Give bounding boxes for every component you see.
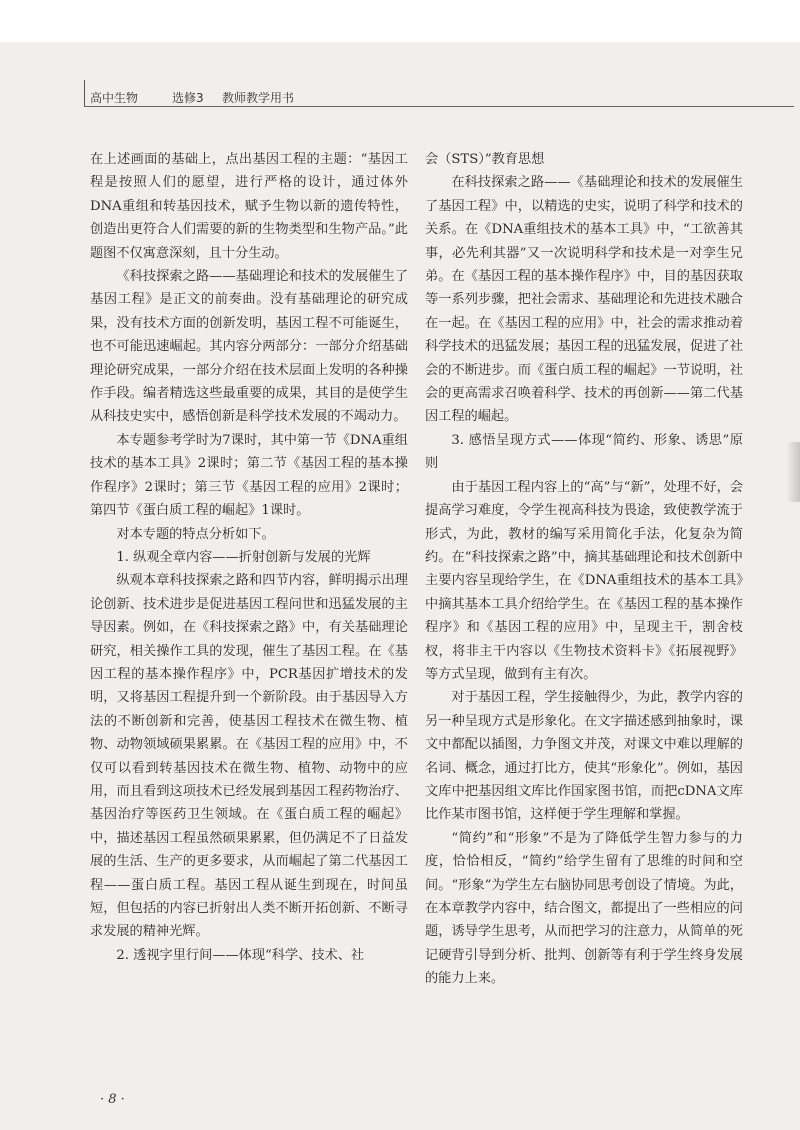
paragraph: 对本专题的特点分析如下。	[116, 526, 275, 542]
paragraph: 会（STS）”教育思想	[425, 152, 545, 167]
right-column	[425, 148, 743, 991]
header-volume: 选修3	[172, 91, 204, 105]
paragraph: 在上述画面的基础上，点出基因工程的主题：“基因工程是按照人们的愿望，进行严格的设计，通过体外DNA重组和转基因技术，赋予生物以新的遗传特性，创造出更符合人们需要的新的生物类型和生物产品。”此题图不仅寓意深刻，且十分生动。	[90, 152, 408, 261]
paragraph: 纵观本章科技探索之路和四节内容，鲜明揭示出理论创新、技术进步是促进基因工程问世和迅猛发展的主导因素。例如，在《科技探索之路》中，有关基础理论研究，相关操作工具的发现，催生了基因工程。在《基因工程的基本操作程序》中，PCR基因扩增技术的发明，又将基因工程提升到一个新阶段。由于基因导入方法的不断创新和完善，使基因工程技术在微生物、植物、动物领域硕果累累。在《基因工程的应用》中，不仅可以看到转基因技术在微生物、植物、动物中的应用，而且看到这项技术已经发展到基因工程药物治疗、基因治疗等医药卫生领域。在《蛋白质工程的崛起》中，描述基因工程虽然硕果累累，但仍满足不了日益发展的生活、生产的更多要求，从而崛起了第二代基因工程——蛋白质工程。基因工程从诞生到现在，时间虽短，但包括的内容已折射出人类不断开拓创新、不断寻求发展的精神光辉。	[90, 573, 408, 940]
header-vertical-rule	[84, 80, 85, 106]
page-number: · 8 ·	[100, 1092, 125, 1107]
document-page	[0, 42, 800, 1130]
paragraph: 2. 透视字里行间——体现“科学、技术、社	[116, 947, 365, 963]
paragraph: 3. 感悟呈现方式——体现“简约、形象、诱思”原则	[425, 432, 743, 472]
paragraph: “简约”和“形象”不是为了降低学生智力参与的力度，恰恰相反，“简约”给学生留有了思维的时间和空间。“形象”为学生左右脑协同思考创设了情境。为此，在本章教学内容中，结合图文，都提出了一些相应的问题，诱导学生思考，从而把学习的注意力，从简单的死记硬背引导到分析、批判、创新等有利于学生终身发展的能力上来。	[425, 830, 743, 987]
paragraph: 由于基因工程内容上的“高”与“新”，处理不好，会提高学习难度，令学生视高科技为畏途，致使教学流于形式，为此，教材的编写采用简化手法，化复杂为简约。在“科技探索之路”中，摘其基础理论和技术创新中主要内容呈现给学生，在《DNA重组技术的基本工具》中摘其基本工具介绍给学生。在《基因工程的基本操作程序》和《基因工程的应用》中，呈现主干，割舍枝杈，将非主干内容以《生物技术资料卡》《拓展视野》等方式呈现，做到有主有次。	[425, 479, 743, 682]
header-rule	[84, 106, 794, 107]
header-edition: 教师教学用书	[222, 91, 295, 105]
left-column	[90, 148, 408, 967]
paragraph: 对于基因工程，学生接触得少，为此，教学内容的另一种呈现方式是形象化。在文字描述感到抽象时，课文中都配以插图，力争图文并茂，对课文中难以理解的名词、概念，通过打比方，使其“形象化”。例如，基因文库中把基因组文库比作国家图书馆，而把cDNA文库比作某市图书馆，这样便于学生理解和掌握。	[425, 690, 743, 823]
paragraph: 在科技探索之路——《基础理论和技术的发展催生了基因工程》中，以精选的史实，说明了科学和技术的关系。在《DNA重组技术的基本工具》中，“工欲善其事，必先利其器”又一次说明科学和技术是一对孪生兄弟。在《基因工程的基本操作程序》中，目的基因获取等一系列步骤，把社会需求、基础理论和先进技术融合在一起。在《基因工程的应用》中，社会的需求推动着科学技术的迅猛发展；基因工程的迅猛发展，促进了社会的不断进步。而《蛋白质工程的崛起》一节说明，社会的更高需求召唤着科学、技术的再创新——第二代基因工程的崛起。	[425, 175, 743, 425]
paragraph: 本专题参考学时为7课时，其中第一节《DNA重组技术的基本工具》2课时；第二节《基因工程的基本操作程序》2课时；第三节《基因工程的应用》2课时；第四节《蛋白质工程的崛起》1课时。	[90, 432, 408, 519]
paragraph: 1. 纵观全章内容——折射创新与发展的光辉	[116, 549, 371, 565]
header-book-title: 高中生物	[90, 91, 139, 105]
running-header	[90, 80, 790, 106]
paragraph: 《科技探索之路——基础理论和技术的发展催生了基因工程》是正文的前奏曲。没有基础理论的研究成果，没有技术方面的创新发明，基因工程不可能诞生，也不可能迅速崛起。其内容分两部分：一部分介绍基础理论研究成果，一部分介绍在技术层面上发明的各种操作手段。编者精选这些最重要的成果，其目的是使学生从科技史实中，感悟创新是科学技术发展的不竭动力。	[90, 269, 408, 425]
page-edge-shadow	[786, 442, 800, 502]
